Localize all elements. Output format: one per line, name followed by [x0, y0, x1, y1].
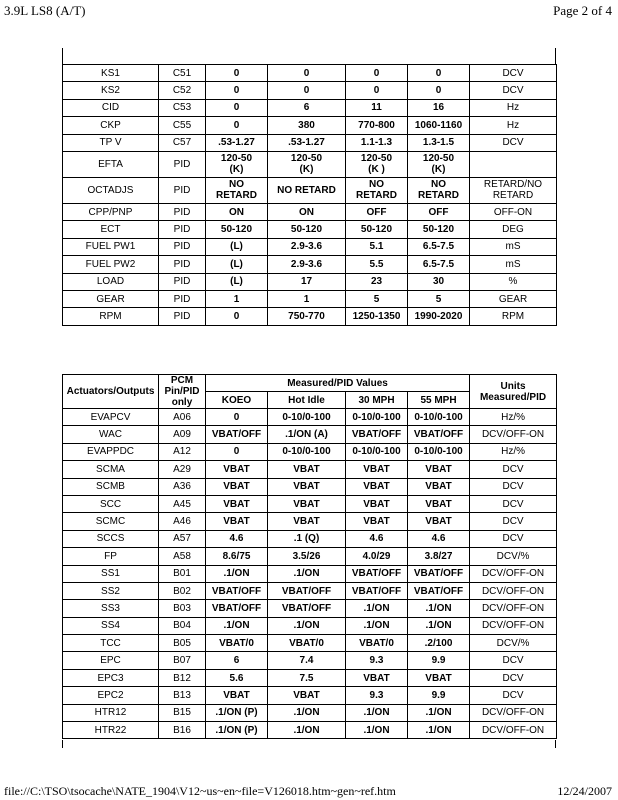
table-row	[63, 426, 557, 443]
cell-idle: NO RETARD	[268, 177, 346, 203]
cell-idle: .1 (Q)	[268, 530, 346, 547]
print-date: 12/24/2007	[557, 784, 612, 798]
cell-units: mS	[470, 238, 557, 255]
cell-koeo: 5.6	[206, 669, 268, 686]
cell-name: SCMB	[63, 478, 159, 495]
cell-mph55: 0-10/0-100	[408, 443, 470, 460]
table-row	[63, 151, 557, 177]
cell-mph55: 6.5-7.5	[408, 238, 470, 255]
page-number: Page 2 of 4	[553, 3, 612, 18]
cell-mph55: 3.8/27	[408, 548, 470, 565]
cell-pin: C57	[159, 134, 206, 151]
cell-mph30: 1.1-1.3	[346, 134, 408, 151]
cell-name: KS2	[63, 82, 159, 99]
cell-mph30: 0-10/0-100	[346, 443, 408, 460]
cell-units: DCV	[470, 495, 557, 512]
cell-koeo: 4.6	[206, 530, 268, 547]
cell-koeo: 120-50 (K)	[206, 151, 268, 177]
table-row	[63, 290, 557, 307]
cell-units: Hz/%	[470, 409, 557, 426]
cell-units: RETARD/NO RETARD	[470, 177, 557, 203]
table-row	[63, 221, 557, 238]
cell-name: CPP/PNP	[63, 203, 159, 220]
table-row	[63, 582, 557, 599]
cell-units: DCV	[470, 669, 557, 686]
table-continuation-line	[555, 48, 556, 64]
cell-mph30: 4.0/29	[346, 548, 408, 565]
table-continuation-line	[62, 48, 63, 64]
table-row	[63, 82, 557, 99]
cell-mph30: 5.1	[346, 238, 408, 255]
cell-mph55: 1990-2020	[408, 308, 470, 325]
cell-mph55: OFF	[408, 203, 470, 220]
cell-idle: .1/ON	[268, 704, 346, 721]
cell-koeo: VBAT/0	[206, 635, 268, 652]
cell-units: DCV	[470, 461, 557, 478]
cell-idle: 2.9-3.6	[268, 238, 346, 255]
cell-mph30: VBAT	[346, 669, 408, 686]
cell-units: DCV	[470, 65, 557, 82]
table-row	[63, 65, 557, 82]
cell-pin: A46	[159, 513, 206, 530]
cell-name: RPM	[63, 308, 159, 325]
cell-pin: B05	[159, 635, 206, 652]
cell-mph55: 5	[408, 290, 470, 307]
cell-idle: 6	[268, 99, 346, 116]
cell-idle: 17	[268, 273, 346, 290]
cell-name: SS3	[63, 600, 159, 617]
cell-idle: VBAT	[268, 687, 346, 704]
cell-mph55: .1/ON	[408, 722, 470, 739]
cell-mph55: 1.3-1.5	[408, 134, 470, 151]
cell-koeo: .53-1.27	[206, 134, 268, 151]
cell-idle: VBAT/OFF	[268, 600, 346, 617]
cell-mph30: .1/ON	[346, 617, 408, 634]
cell-pin: PID	[159, 273, 206, 290]
cell-units: RPM	[470, 308, 557, 325]
cell-mph30: 4.6	[346, 530, 408, 547]
cell-units: DCV/OFF-ON	[470, 600, 557, 617]
table-row	[63, 530, 557, 547]
cell-koeo: 50-120	[206, 221, 268, 238]
cell-mph55: NO RETARD	[408, 177, 470, 203]
table-row	[63, 548, 557, 565]
cell-koeo: 8.6/75	[206, 548, 268, 565]
cell-mph30: .1/ON	[346, 722, 408, 739]
cell-idle: .1/ON	[268, 617, 346, 634]
cell-koeo: VBAT	[206, 478, 268, 495]
cell-koeo: VBAT	[206, 687, 268, 704]
cell-koeo: 6	[206, 652, 268, 669]
cell-name: KS1	[63, 65, 159, 82]
cell-name: EPC2	[63, 687, 159, 704]
cell-pin: B03	[159, 600, 206, 617]
cell-mph30: VBAT/OFF	[346, 426, 408, 443]
cell-name: FUEL PW1	[63, 238, 159, 255]
cell-units: DCV	[470, 687, 557, 704]
cell-idle: 0	[268, 65, 346, 82]
cell-idle: .1/ON (A)	[268, 426, 346, 443]
cell-pin: PID	[159, 151, 206, 177]
cell-mph55: .1/ON	[408, 704, 470, 721]
cell-mph55: 120-50 (K)	[408, 151, 470, 177]
table-row	[63, 238, 557, 255]
cell-units: DEG	[470, 221, 557, 238]
cell-koeo: .1/ON (P)	[206, 704, 268, 721]
cell-mph30: VBAT	[346, 461, 408, 478]
cell-mph55: 9.9	[408, 687, 470, 704]
cell-mph30: 1250-1350	[346, 308, 408, 325]
cell-units: DCV	[470, 530, 557, 547]
cell-units: DCV/OFF-ON	[470, 426, 557, 443]
cell-pin: B04	[159, 617, 206, 634]
cell-koeo: 0	[206, 117, 268, 134]
cell-pin: PID	[159, 203, 206, 220]
cell-name: SCCS	[63, 530, 159, 547]
cell-mph30: NO RETARD	[346, 177, 408, 203]
cell-idle: 1	[268, 290, 346, 307]
cell-units: DCV/OFF-ON	[470, 617, 557, 634]
column-header-koeo: KOEO	[206, 392, 268, 409]
cell-pin: PID	[159, 221, 206, 238]
table-row	[63, 652, 557, 669]
cell-units: DCV/OFF-ON	[470, 582, 557, 599]
cell-units: DCV/%	[470, 548, 557, 565]
cell-mph30: 0	[346, 65, 408, 82]
cell-name: HTR22	[63, 722, 159, 739]
column-header-hot-idle: Hot Idle	[268, 392, 346, 409]
cell-koeo: VBAT	[206, 461, 268, 478]
cell-idle: VBAT	[268, 461, 346, 478]
cell-mph55: VBAT	[408, 478, 470, 495]
cell-mph30: 9.3	[346, 687, 408, 704]
cell-mph30: OFF	[346, 203, 408, 220]
cell-mph55: VBAT	[408, 513, 470, 530]
table-row	[63, 478, 557, 495]
table-row	[63, 722, 557, 739]
cell-pin: A57	[159, 530, 206, 547]
cell-pin: A45	[159, 495, 206, 512]
table-row	[63, 704, 557, 721]
cell-mph55: 16	[408, 99, 470, 116]
cell-pin: B01	[159, 565, 206, 582]
cell-idle: VBAT	[268, 478, 346, 495]
cell-mph55: VBAT/OFF	[408, 565, 470, 582]
cell-name: CID	[63, 99, 159, 116]
cell-koeo: 0	[206, 443, 268, 460]
cell-mph30: VBAT/OFF	[346, 582, 408, 599]
cell-pin: C53	[159, 99, 206, 116]
cell-mph30: 50-120	[346, 221, 408, 238]
table-row	[63, 617, 557, 634]
table-row	[63, 565, 557, 582]
table-row	[63, 443, 557, 460]
cell-koeo: 0	[206, 308, 268, 325]
cell-mph30: 9.3	[346, 652, 408, 669]
table-row	[63, 635, 557, 652]
cell-mph30: 11	[346, 99, 408, 116]
cell-pin: A36	[159, 478, 206, 495]
cell-mph30: 5.5	[346, 256, 408, 273]
cell-pin: C51	[159, 65, 206, 82]
table-row	[63, 134, 557, 151]
cell-pin: B16	[159, 722, 206, 739]
cell-koeo: (L)	[206, 256, 268, 273]
cell-mph30: .1/ON	[346, 600, 408, 617]
cell-koeo: VBAT	[206, 495, 268, 512]
cell-idle: .1/ON	[268, 565, 346, 582]
cell-mph55: .1/ON	[408, 600, 470, 617]
cell-mph55: 30	[408, 273, 470, 290]
cell-units: DCV	[470, 478, 557, 495]
table-continuation-line	[555, 740, 556, 748]
cell-units: DCV/OFF-ON	[470, 565, 557, 582]
cell-units: Hz/%	[470, 443, 557, 460]
cell-name: SCC	[63, 495, 159, 512]
actuators-outputs-table	[62, 374, 557, 739]
table-row	[63, 409, 557, 426]
cell-pin: PID	[159, 290, 206, 307]
cell-name: TP V	[63, 134, 159, 151]
column-header-actuators: Actuators/Outputs	[63, 375, 159, 409]
cell-units: OFF-ON	[470, 203, 557, 220]
cell-idle: 3.5/26	[268, 548, 346, 565]
cell-units: DCV	[470, 513, 557, 530]
cell-pin: PID	[159, 177, 206, 203]
cell-mph55: 9.9	[408, 652, 470, 669]
cell-mph55: 50-120	[408, 221, 470, 238]
cell-koeo: VBAT/OFF	[206, 600, 268, 617]
table-row	[63, 256, 557, 273]
cell-mph55: VBAT/OFF	[408, 582, 470, 599]
cell-koeo: 0	[206, 82, 268, 99]
cell-mph55: 0-10/0-100	[408, 409, 470, 426]
cell-name: EVAPPDC	[63, 443, 159, 460]
cell-koeo: .1/ON	[206, 617, 268, 634]
cell-mph55: VBAT	[408, 461, 470, 478]
cell-mph55: VBAT	[408, 669, 470, 686]
cell-idle: 750-770	[268, 308, 346, 325]
cell-pin: A09	[159, 426, 206, 443]
cell-pin: PID	[159, 308, 206, 325]
cell-pin: C55	[159, 117, 206, 134]
column-header-30mph: 30 MPH	[346, 392, 408, 409]
cell-units: Hz	[470, 117, 557, 134]
cell-units: DCV	[470, 82, 557, 99]
cell-koeo: .1/ON	[206, 565, 268, 582]
cell-units: %	[470, 273, 557, 290]
cell-koeo: VBAT/OFF	[206, 426, 268, 443]
cell-mph30: 0-10/0-100	[346, 409, 408, 426]
cell-koeo: NO RETARD	[206, 177, 268, 203]
table-row	[63, 513, 557, 530]
cell-koeo: 0	[206, 65, 268, 82]
cell-idle: 120-50 (K)	[268, 151, 346, 177]
cell-units: DCV	[470, 134, 557, 151]
cell-koeo: 1	[206, 290, 268, 307]
cell-mph30: 5	[346, 290, 408, 307]
file-path: file://C:\TSO\tsocache\NATE_1904\V12~us~en~file=V126018.htm~gen~ref.htm	[4, 784, 396, 798]
cell-mph30: VBAT	[346, 495, 408, 512]
cell-koeo: 0	[206, 409, 268, 426]
cell-name: EVAPCV	[63, 409, 159, 426]
cell-koeo: ON	[206, 203, 268, 220]
column-header-measured: Measured/PID Values	[206, 375, 470, 392]
table-row	[63, 117, 557, 134]
cell-idle: ON	[268, 203, 346, 220]
cell-koeo: .1/ON (P)	[206, 722, 268, 739]
cell-mph30: VBAT/0	[346, 635, 408, 652]
cell-name: GEAR	[63, 290, 159, 307]
table-row	[63, 308, 557, 325]
cell-name: SS2	[63, 582, 159, 599]
table-continuation-line	[62, 740, 63, 748]
cell-mph30: 770-800	[346, 117, 408, 134]
cell-pin: B15	[159, 704, 206, 721]
cell-pin: A58	[159, 548, 206, 565]
cell-koeo: (L)	[206, 273, 268, 290]
table-row	[63, 495, 557, 512]
cell-idle: .1/ON	[268, 722, 346, 739]
cell-idle: VBAT	[268, 513, 346, 530]
cell-idle: VBAT/OFF	[268, 582, 346, 599]
cell-pin: PID	[159, 238, 206, 255]
cell-idle: 2.9-3.6	[268, 256, 346, 273]
cell-mph55: 0	[408, 82, 470, 99]
cell-idle: 50-120	[268, 221, 346, 238]
cell-name: LOAD	[63, 273, 159, 290]
cell-name: EPC	[63, 652, 159, 669]
cell-mph30: .1/ON	[346, 704, 408, 721]
cell-name: SCMA	[63, 461, 159, 478]
table-row	[63, 99, 557, 116]
cell-idle: 0	[268, 82, 346, 99]
pid-values-table	[62, 64, 557, 326]
cell-mph30: 0	[346, 82, 408, 99]
cell-mph55: VBAT	[408, 495, 470, 512]
cell-mph55: 0	[408, 65, 470, 82]
cell-mph30: VBAT/OFF	[346, 565, 408, 582]
cell-units: GEAR	[470, 290, 557, 307]
cell-name: CKP	[63, 117, 159, 134]
cell-mph30: VBAT	[346, 478, 408, 495]
cell-name: FUEL PW2	[63, 256, 159, 273]
cell-mph30: 23	[346, 273, 408, 290]
column-header-pin: PCM Pin/PID only	[159, 375, 206, 409]
table-row	[63, 600, 557, 617]
cell-koeo: (L)	[206, 238, 268, 255]
cell-name: OCTADJS	[63, 177, 159, 203]
cell-pin: B07	[159, 652, 206, 669]
cell-units: DCV/OFF-ON	[470, 704, 557, 721]
cell-pin: B02	[159, 582, 206, 599]
cell-pin: A06	[159, 409, 206, 426]
cell-name: SCMC	[63, 513, 159, 530]
cell-name: EPC3	[63, 669, 159, 686]
cell-name: TCC	[63, 635, 159, 652]
cell-mph30: VBAT	[346, 513, 408, 530]
cell-name: HTR12	[63, 704, 159, 721]
cell-koeo: 0	[206, 99, 268, 116]
table-row	[63, 669, 557, 686]
cell-mph55: .2/100	[408, 635, 470, 652]
table-row	[63, 461, 557, 478]
cell-units	[470, 151, 557, 177]
cell-idle: 7.4	[268, 652, 346, 669]
cell-idle: 0-10/0-100	[268, 443, 346, 460]
cell-units: DCV	[470, 652, 557, 669]
cell-pin: A12	[159, 443, 206, 460]
cell-pin: A29	[159, 461, 206, 478]
cell-units: DCV/OFF-ON	[470, 722, 557, 739]
cell-name: SS1	[63, 565, 159, 582]
table-row	[63, 177, 557, 203]
cell-pin: PID	[159, 256, 206, 273]
cell-koeo: VBAT/OFF	[206, 582, 268, 599]
cell-mph55: 4.6	[408, 530, 470, 547]
cell-units: Hz	[470, 99, 557, 116]
cell-pin: B12	[159, 669, 206, 686]
cell-mph30: 120-50 (K )	[346, 151, 408, 177]
cell-idle: .53-1.27	[268, 134, 346, 151]
cell-mph55: 6.5-7.5	[408, 256, 470, 273]
table-row	[63, 203, 557, 220]
cell-pin: C52	[159, 82, 206, 99]
cell-name: WAC	[63, 426, 159, 443]
cell-units: mS	[470, 256, 557, 273]
cell-mph55: 1060-1160	[408, 117, 470, 134]
table-row	[63, 273, 557, 290]
column-header-55mph: 55 MPH	[408, 392, 470, 409]
cell-mph55: .1/ON	[408, 617, 470, 634]
cell-name: EFTA	[63, 151, 159, 177]
cell-mph55: VBAT/OFF	[408, 426, 470, 443]
cell-idle: 0-10/0-100	[268, 409, 346, 426]
cell-idle: VBAT	[268, 495, 346, 512]
cell-units: DCV/%	[470, 635, 557, 652]
cell-idle: 7.5	[268, 669, 346, 686]
cell-pin: B13	[159, 687, 206, 704]
cell-koeo: VBAT	[206, 513, 268, 530]
cell-name: ECT	[63, 221, 159, 238]
cell-idle: 380	[268, 117, 346, 134]
cell-name: FP	[63, 548, 159, 565]
table-row	[63, 687, 557, 704]
cell-idle: VBAT/0	[268, 635, 346, 652]
header-title: 3.9L LS8 (A/T)	[4, 3, 86, 18]
column-header-units: Units Measured/PID	[470, 375, 557, 409]
cell-name: SS4	[63, 617, 159, 634]
